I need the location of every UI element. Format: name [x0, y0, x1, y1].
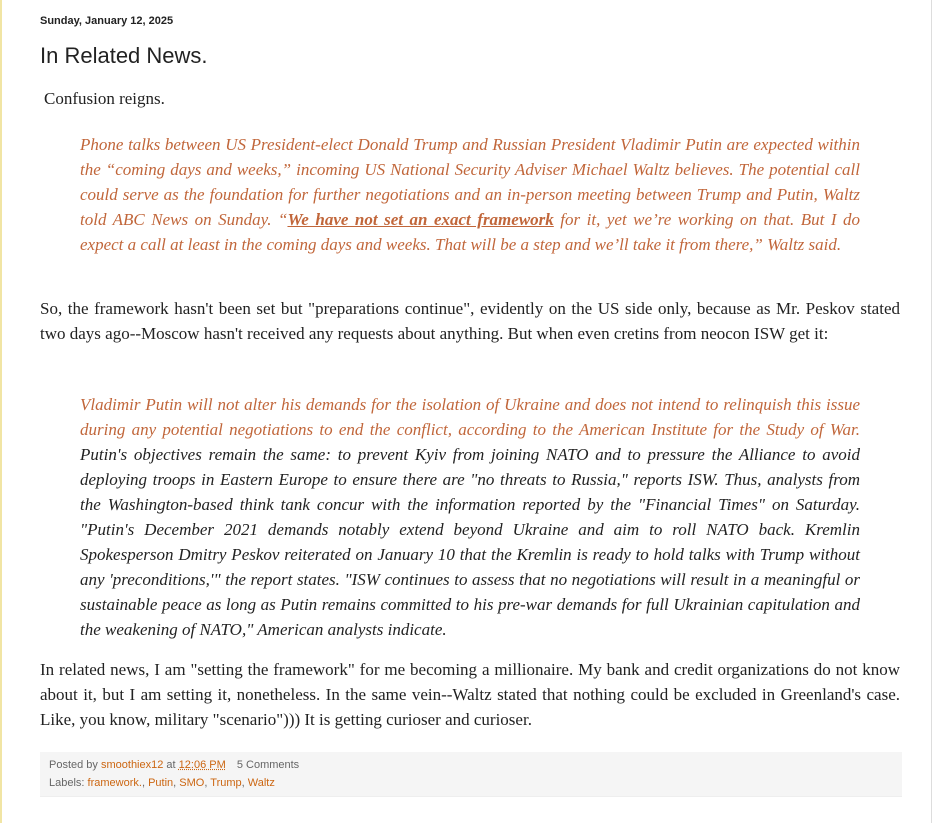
right-border: [931, 0, 932, 823]
label-link-putin[interactable]: Putin: [148, 777, 174, 789]
label-link-framework[interactable]: framework.: [87, 777, 142, 789]
post-title: In Related News.: [40, 43, 208, 68]
label-link-trump[interactable]: Trump: [210, 777, 242, 789]
labels-label: Labels:: [49, 777, 85, 789]
label-separator: ,: [173, 777, 180, 789]
blockquote-waltz: [80, 132, 860, 257]
left-border: [0, 0, 2, 823]
quote1-text-before: Phone talks between US President-elect Donald Trump and Russian President Vladimir Putin are expected within the “coming days and weeks,” incoming US National Security Adviser Michael Waltz believes. The potential call could serve as the foundation for further negotiations and an in-person meeting between Trump and Putin, Waltz told ABC News on Sunday. “: [80, 135, 860, 229]
quote2-orange-text: Vladimir Putin will not alter his demands for the isolation of Ukraine and does not intend to relinquish this issue during any potential negotiations to end the conflict, according to the American Institute for the Study of War.: [80, 395, 860, 439]
post-footer: [40, 752, 902, 797]
post-intro: Confusion reigns.: [44, 89, 165, 108]
posted-by-label: Posted by: [49, 759, 98, 771]
label-separator: ,: [241, 777, 248, 789]
body-paragraph-2: In related news, I am "setting the framework" for me becoming a millionaire. My bank and credit organizations do not know about it, but I am setting it, nonetheless. In the same vein--Waltz stated that nothing could be excluded in Greenland's case. Like, you know, military "scenario"))) It is getting curioser and curioser.: [40, 660, 900, 729]
label-link-waltz[interactable]: Waltz: [247, 777, 275, 789]
at-label: at: [166, 759, 176, 771]
post-labels-line: [49, 777, 275, 789]
timestamp-link[interactable]: 12:06 PM: [178, 759, 226, 771]
quote1-text-after: for it, yet we’re working on that. But I do expect a call at least in the coming days and weeks. That will be a step and we’ll take it from there,” Waltz said.: [80, 210, 860, 254]
label-separator: ,: [204, 777, 211, 789]
label-link-smo[interactable]: SMO: [179, 777, 205, 789]
body-paragraph-1: So, the framework hasn't been set but "preparations continue", evidently on the US side only, because as Mr. Peskov stated two days ago--Moscow hasn't received any requests about anything. But when even cretins from neocon ISW get it:: [40, 299, 900, 343]
author-link[interactable]: smoothiex12: [100, 759, 164, 771]
date-header: Sunday, January 12, 2025: [40, 15, 174, 27]
comments-link[interactable]: 5 Comments: [236, 759, 300, 771]
blockquote-isw: [80, 392, 860, 642]
post-meta-line: [49, 759, 299, 771]
label-separator: ,: [141, 777, 149, 789]
quote2-dark-text: Putin's objectives remain the same: to prevent Kyiv from joining NATO and to pressure the Alliance to avoid deploying troops in Eastern Europe to ensure there are "no threats to Russia," reports ISW. Thus, analysts from the Washington-based think tank concur with the information reported by the "Financial Times" on Saturday. "Putin's December 2021 demands notably extend beyond Ukraine and aim to roll NATO back. Kremlin Spokesperson Dmitry Peskov reiterated on January 10 that the Kremlin is ready to hold talks with Trump without any 'preconditions,'" the report states. "ISW continues to assess that no negotiations will result in a meaningful or sustainable peace as long as Putin remains committed to his pre-war demands for full Ukrainian capitulation and the weakening of NATO," American analysts indicate.: [80, 445, 860, 639]
framework-link[interactable]: We have not set an exact framework: [287, 210, 554, 229]
